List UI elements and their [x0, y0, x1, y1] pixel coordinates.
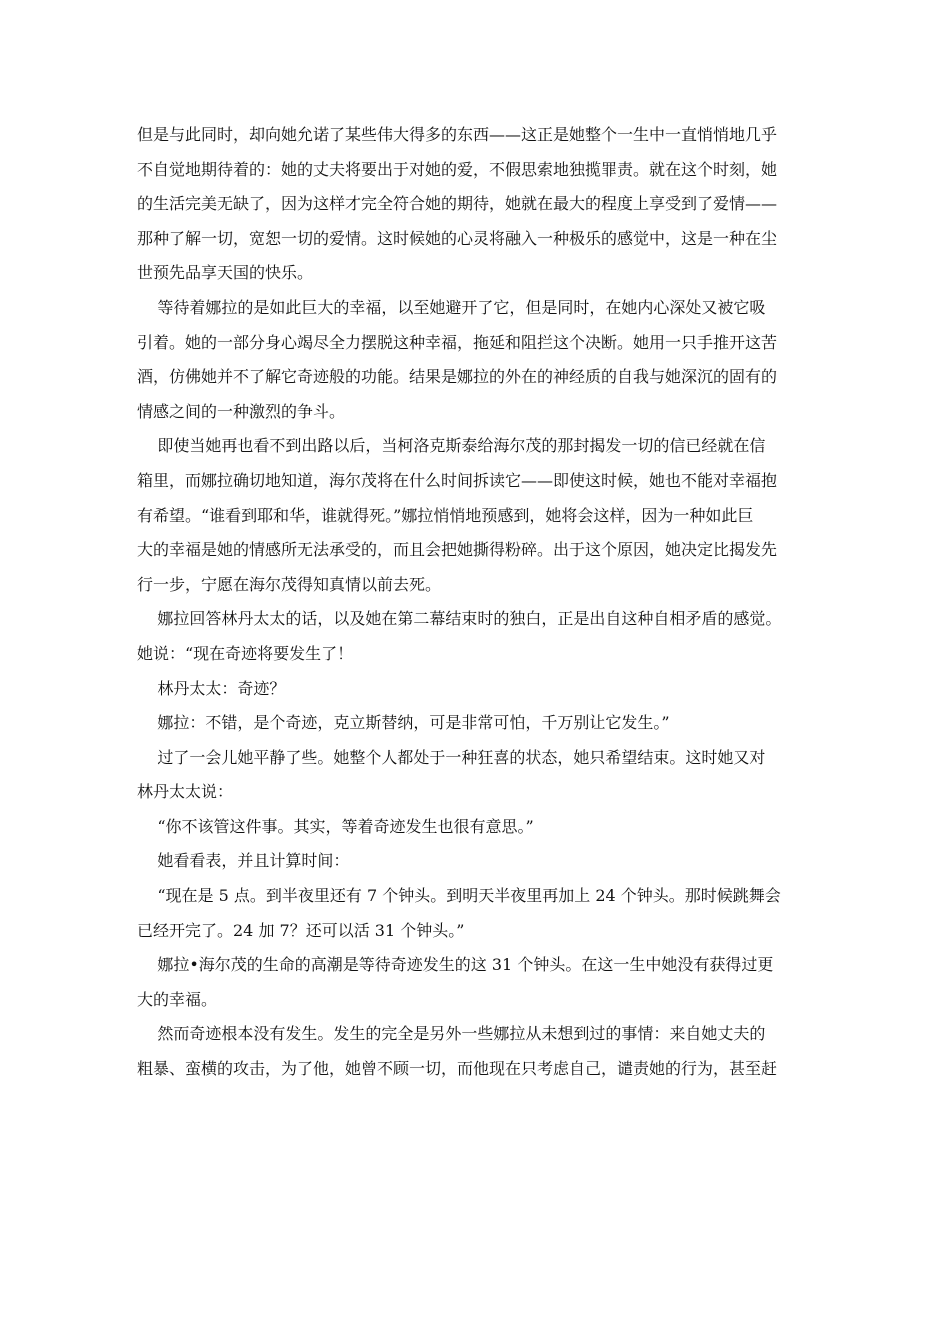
- text-line: “你不该管这件事。其实，等着奇迹发生也很有意思。”: [137, 816, 534, 836]
- text-line: 不自觉地期待着的：她的丈夫将要出于对她的爱，不假思索地独揽罪责。就在这个时刻，她: [137, 159, 778, 179]
- text-line: 即使当她再也看不到出路以后，当柯洛克斯泰给海尔茂的那封揭发一切的信已经就在信: [137, 436, 766, 456]
- text-line: 娜拉：不错，是个奇迹，克立斯替纳，可是非常可怕，千万别让它发生。”: [137, 713, 670, 733]
- text-line: 娜拉回答林丹太太的话，以及她在第二幕结束时的独白，正是出自这种自相矛盾的感觉。: [137, 609, 782, 629]
- text-line: 那种了解一切，宽恕一切的爱情。这时候她的心灵将融入一种极乐的感觉中，这是一种在尘: [137, 228, 778, 248]
- text-line: 引着。她的一部分身心竭尽全力摆脱这种幸福，拖延和阻拦这个决断。她用一只手推开这苦: [137, 332, 778, 352]
- text-line: 情感之间的一种激烈的争斗。: [137, 401, 346, 421]
- text-line: 大的幸福是她的情感所无法承受的，而且会把她撕得粉碎。出于这个原因，她决定比揭发先: [137, 540, 778, 560]
- text-line: 行一步，宁愿在海尔茂得知真情以前去死。: [137, 574, 442, 594]
- text-line: 林丹太太：奇迹？: [137, 678, 286, 698]
- text-line: 林丹太太说：: [137, 782, 234, 802]
- text-line: 然而奇迹根本没有发生。发生的完全是另外一些娜拉从未想到过的事情：来自她丈夫的: [137, 1024, 766, 1044]
- document-page: [137, 118, 817, 1087]
- text-line: 她看看表，并且计算时间：: [137, 851, 350, 871]
- text-line: 箱里，而娜拉确切地知道，海尔茂将在什么时间拆读它——即使这时候，她也不能对幸福抱: [137, 470, 778, 490]
- text-line: 有希望。“谁看到耶和华，谁就得死。”娜拉悄悄地预感到，她将会这样，因为一种如此巨: [137, 505, 754, 525]
- text-line: 等待着娜拉的是如此巨大的幸福，以至她避开了它，但是同时，在她内心深处又被它吸: [137, 297, 766, 317]
- text-line: 的生活完美无缺了，因为这样才完全符合她的期待，她就在最大的程度上享受到了爱情——: [137, 194, 778, 214]
- text-line: 粗暴、蛮横的攻击，为了他，她曾不顾一切，而他现在只考虑自己，谴责她的行为，甚至赶: [137, 1059, 778, 1079]
- text-line: 世预先品享天国的快乐。: [137, 263, 314, 283]
- text-line: 娜拉•海尔茂的生命的高潮是等待奇迹发生的这 31 个钟头。在这一生中她没有获得过更: [137, 955, 774, 975]
- text-line: 但是与此同时，却向她允诺了某些伟大得多的东西——这正是她整个一生中一直悄悄地几乎: [137, 125, 778, 144]
- text-line: 大的幸福。: [137, 989, 218, 1009]
- text-line: 酒，仿佛她并不了解它奇迹般的功能。结果是娜拉的外在的神经质的自我与她深沉的固有的: [137, 367, 778, 387]
- text-line: 过了一会儿她平静了些。她整个人都处于一种狂喜的状态，她只希望结束。这时她又对: [137, 747, 766, 767]
- text-line: “现在是 5 点。到半夜里还有 7 个钟头。到明天半夜里再加上 24 个钟头。那时候跳舞会: [137, 886, 781, 906]
- text-line: 她说：“现在奇迹将要发生了！: [137, 643, 354, 663]
- text-line: 已经开完了。24 加 7？还可以活 31 个钟头。”: [137, 920, 465, 940]
